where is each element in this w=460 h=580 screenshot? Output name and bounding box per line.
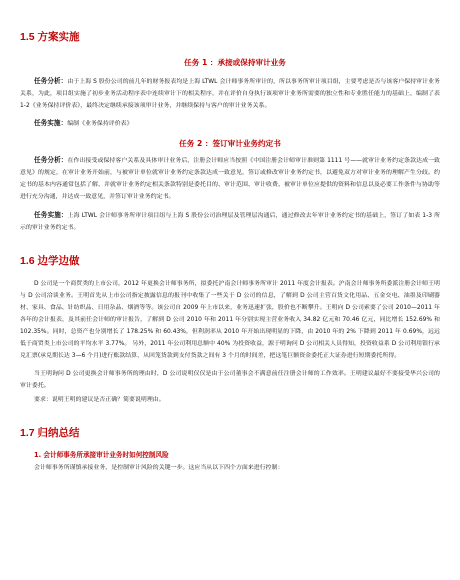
- task-1-analysis-paragraph: [20, 75, 440, 112]
- task-2-result-paragraph: [20, 209, 440, 234]
- section-heading-1-6: 1.6 边学边做: [20, 255, 80, 267]
- task-2-result-text: 上海 LTWL 会计师事务所审计项目组与上海 S 股份公司治理层及管理层沟通后，通过修改去年审计业务约定书的基础上，签订了如表 1-3 所示的审计业务约定书。: [20, 213, 441, 231]
- task-2-analysis-text: 在作出接受或保持客户关系及具体审计业务后，注册会计师应当按照《中国注册会计师审计准则第 1111 号——就审计业务约定条款达成一致意见》的规定，在审计业务开始前，与被审计单位就审计业务约定条款达成一致意见，签订或修改审计业务约定书，以避免双方对审计业务的理解产生分歧。约定书的基本内容通常包括了解、并就审计业务约定相关条款特别是委托目的、审计范围、审计收费、被审计单位应提供的资料和信息以及必要工作条件与协助等进行充分沟通，并达成一致意见，并签订审计业务约定书。: [20, 158, 440, 200]
- case-paragraph: D 公司是一个商贸类的上市公司，2012 年更换会计师事务所，拟委托沪南会计师事务所审计 2011 年度会计报表。沪南会计师事务所委派注册会计师王明与 D 公司洽谈业务。王明首先从上市公司指定披露信息的报刊中收集了一些关于 D 公司的信息，了解到 D 公司主营百货文化用品、五金交电、油墨及印刷器材、家具、食品、针纺织品、日用杂品、烟酒等等。该公司自 2009 年上市以来，业务迅速扩张，股价也不断攀升。王明向 D 公司索要了公司 2010—2011 年各年的会计报表，及其前任会计师的审计报告，了解到 D 公司 2010 年和 2011 年分别实现主营业务收入 34.82 亿元和 70.46 亿元，同比增长 152.69% 和 102.35%。同时，总资产也分别增长了 178.25% 和 60.43%，但利润率从 2010 年开始出现明显的下降，由 2010 年的 2% 下降到 2011 年 0.69%，远远低于商贸类上市公司的平均水平 3.77%。 另外，2011 年公司利用总额中 40% 为投资收益，源于明询问 D 公司相关人员得知，投资收益系 D 公司利用银行承兑汇票(承兑期长达 3—6 个月)进行账款结算，从回笼货款到支付货款之间有 3 个月的时间差，把这笔巨额资金委托正大证券进行短期委托所得。: [20, 281, 440, 359]
- task-1-analysis-text: 由于上海 S 股份公司的前几年的财务报表均是上海 LTWL 会计师事务所审计的，所以事务所审计项目组，主要考虑是否与该客户保持审计业务关系，为此，项目组实施了初步业务活动程序表中连续审计下的相关程序，并在评价自身执行该项审计业务所需要的独立性和专业胜任能力的基础上，编制了表 1-2《业务保持评价表》，最终决定继续承接该项审计业务，并继续保持与客户的审计业务关系。: [20, 79, 440, 109]
- task-2-analysis-label: 任务分析：: [34, 156, 68, 164]
- question-paragraph: 要求：说明王明的建议是否正确？简要说明理由。: [34, 397, 165, 403]
- task-1-result-text: 编制《业务保持评价表》: [67, 121, 133, 127]
- task-2-heading: 任务 2 ：签订审计业务约定书: [179, 139, 281, 148]
- task-1-result-paragraph: [20, 117, 440, 130]
- subheading-risk-control: 1. 会计师事务所承接审计业务时如何控制风险: [34, 451, 169, 459]
- task-1-result-label: 任务实施：: [34, 119, 68, 127]
- task-1-analysis-label: 任务分析：: [34, 77, 68, 85]
- case-paragraph-2: 当王明询问 D 公司更换会计师事务所的理由时，D 公司说明仅仅是由于公司董事会不满意前任注册会计师的工作效率。王明建议最好不要接受华兴公司的审计委托。: [20, 371, 440, 389]
- section-heading-1-5: 1.5 方案实施: [20, 31, 80, 43]
- task-2-result-label: 任务实施：: [34, 211, 68, 219]
- risk-control-paragraph: 会计师事务所谨慎承接业务，是控制审计风险的关键一步。这应当从以下四个方面来进行控制：: [34, 465, 284, 471]
- task-1-heading: 任务 1 ：承接或保持审计业务: [184, 58, 286, 67]
- section-heading-1-7: 1.7 归纳总结: [20, 427, 80, 439]
- task-2-analysis-paragraph: [20, 154, 440, 203]
